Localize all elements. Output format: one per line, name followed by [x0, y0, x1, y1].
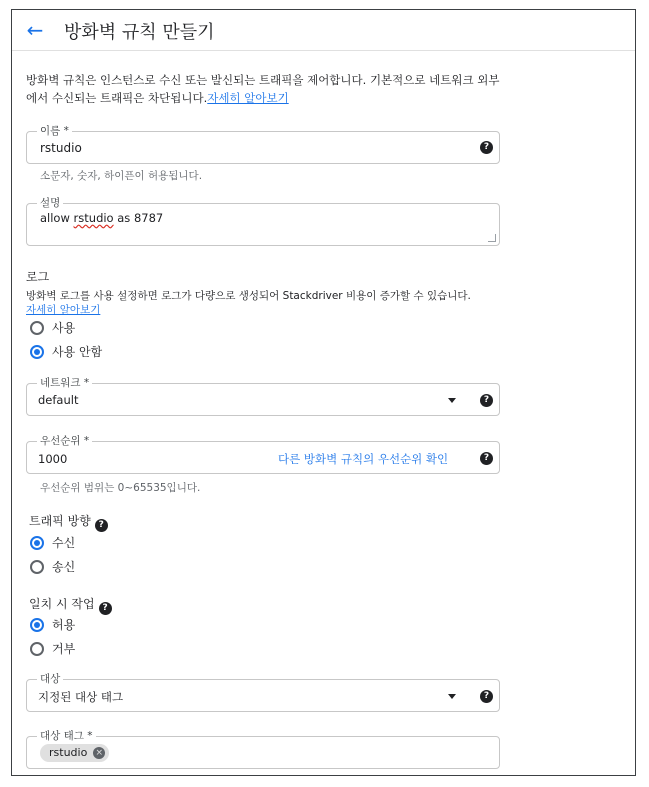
network-select[interactable]	[26, 377, 500, 416]
intro-text: 방화벽 규칙은 인스턴스로 수신 또는 발신되는 트래픽을 제어합니다. 기본적으로 네트워크 외부에서 수신되는 트래픽은 차단됩니다.	[26, 73, 500, 105]
chevron-down-icon[interactable]	[448, 694, 456, 699]
action-on-match-title	[29, 595, 112, 615]
logs-learn-more-link[interactable]: 자세히 알아보기	[26, 304, 101, 316]
intro-learn-more-link[interactable]: 자세히 알아보기	[207, 91, 289, 105]
radio-selected[interactable]	[30, 536, 44, 550]
name-input[interactable]: rstudio	[40, 141, 82, 155]
description-field-label: 설명	[37, 196, 63, 210]
help-icon[interactable]: ?	[95, 519, 108, 532]
targets-select[interactable]	[26, 673, 500, 712]
description-text-suffix: as 8787	[113, 211, 164, 225]
traffic-ingress-label: 수신	[52, 536, 76, 550]
target-tags-field[interactable]	[26, 730, 500, 769]
description-textarea[interactable]	[40, 211, 163, 225]
logs-option-on-label: 사용	[52, 321, 76, 335]
name-field[interactable]	[26, 125, 500, 164]
radio-unselected[interactable]	[30, 560, 44, 574]
logs-text: 방화벽 로그를 사용 설정하면 로그가 다량으로 생성되어 Stackdriver 비용이 증가할 수 있습니다.	[26, 290, 471, 302]
intro-description	[26, 71, 501, 107]
action-deny-label: 거부	[52, 642, 76, 656]
radio-selected[interactable]	[30, 618, 44, 632]
description-text-prefix: allow	[40, 211, 74, 225]
priority-field[interactable]	[26, 435, 500, 474]
network-value: default	[38, 393, 79, 407]
name-field-label: 이름 *	[37, 124, 72, 138]
help-icon[interactable]: ?	[480, 452, 493, 465]
name-hint: 소문자, 숫자, 하이픈이 허용됩니다.	[40, 170, 203, 182]
priority-field-label: 우선순위 *	[37, 434, 92, 448]
targets-value: 지정된 대상 태그	[38, 690, 124, 704]
priority-hint: 우선순위 범위는 0~65535입니다.	[40, 482, 201, 494]
close-icon[interactable]: ×	[93, 747, 105, 759]
help-icon[interactable]: ?	[480, 690, 493, 703]
radio-unselected[interactable]	[30, 321, 44, 335]
page-header	[12, 10, 635, 51]
help-icon[interactable]: ?	[480, 394, 493, 407]
action-on-match-label: 일치 시 작업	[29, 597, 95, 611]
priority-check-link[interactable]: 다른 방화벽 규칙의 우선순위 확인	[278, 452, 449, 466]
chevron-down-icon[interactable]	[448, 398, 456, 403]
radio-unselected[interactable]	[30, 642, 44, 656]
logs-option-off-label: 사용 안함	[52, 345, 103, 359]
misspelled-word: rstudio	[73, 211, 114, 225]
tag-chip	[40, 744, 109, 762]
help-icon[interactable]: ?	[99, 602, 112, 615]
back-button[interactable]	[24, 19, 46, 41]
target-tags-field-label: 대상 태그 *	[37, 729, 96, 743]
tag-chip-label: rstudio	[49, 746, 88, 759]
priority-input[interactable]: 1000	[38, 452, 68, 466]
action-allow-label: 허용	[52, 618, 76, 632]
help-icon[interactable]: ?	[480, 141, 493, 154]
page-title: 방화벽 규칙 만들기	[64, 22, 215, 43]
traffic-egress-label: 송신	[52, 560, 76, 574]
traffic-direction-label: 트래픽 방향	[29, 514, 91, 528]
description-field[interactable]	[26, 197, 500, 246]
logs-description	[26, 289, 526, 317]
targets-field-label: 대상	[37, 672, 63, 686]
create-firewall-rule-panel	[11, 9, 636, 776]
radio-selected[interactable]	[30, 345, 44, 359]
network-field-label: 네트워크 *	[37, 376, 92, 390]
resize-handle[interactable]	[488, 234, 496, 242]
traffic-direction-title	[29, 512, 108, 532]
logs-title: 로그	[26, 270, 50, 284]
arrow-left-icon: ←	[26, 18, 44, 42]
